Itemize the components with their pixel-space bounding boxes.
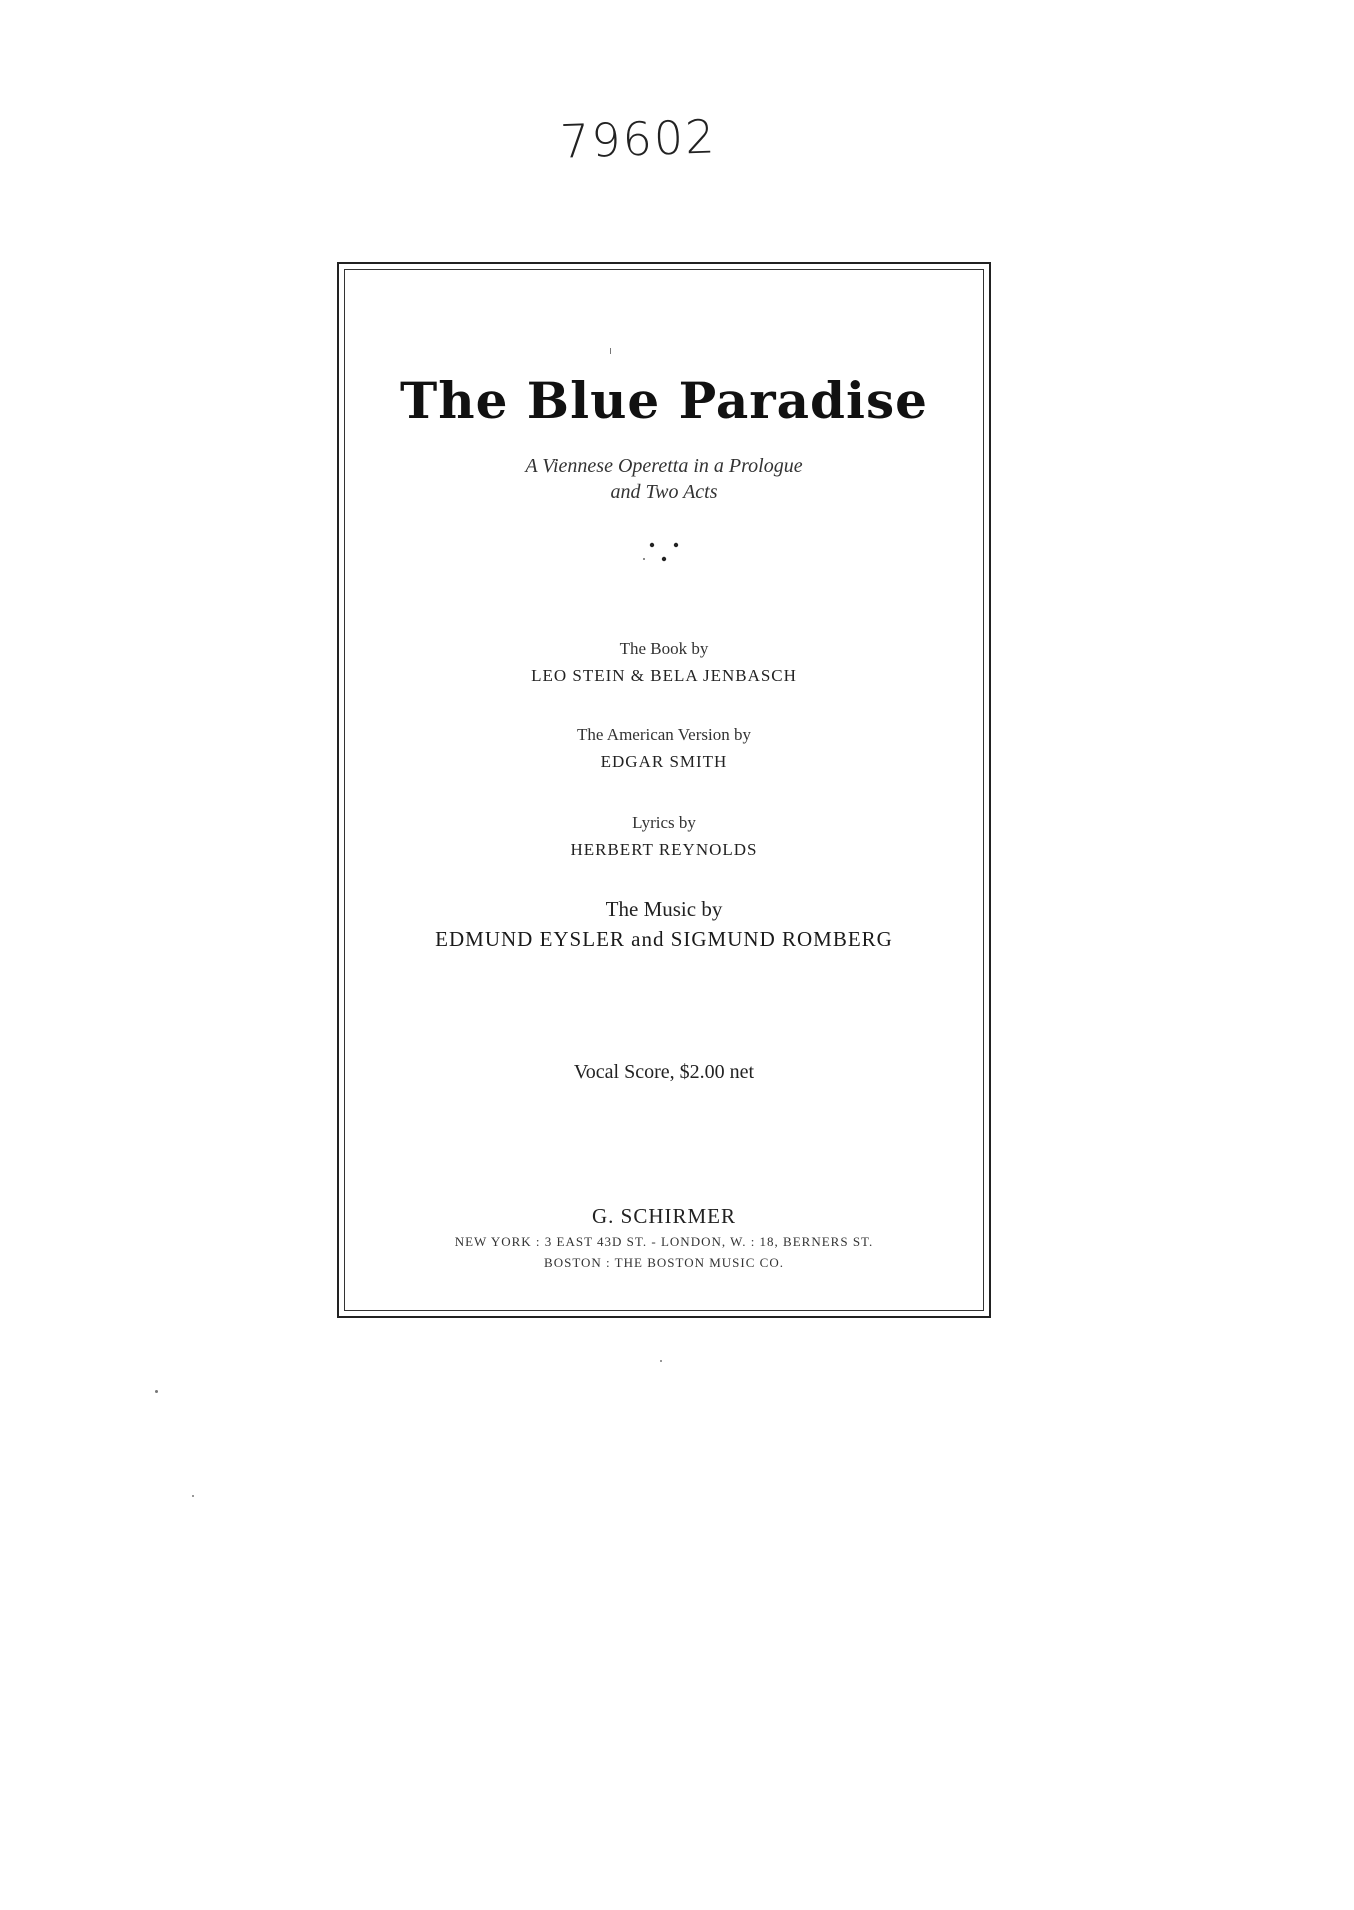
book-label: The Book by — [619, 639, 709, 658]
publisher-name: G. SCHIRMER — [591, 1204, 737, 1228]
ornament-dot — [650, 543, 654, 547]
music-label: The Music by — [605, 897, 723, 921]
scan-speck — [660, 1360, 662, 1362]
lyrics-author: HERBERT REYNOLDS — [570, 840, 758, 859]
american-version-author: EDGAR SMITH — [600, 752, 728, 771]
handwritten-catalog-number: 79602 — [559, 109, 718, 169]
ornament-dot — [643, 558, 645, 560]
scan-speck — [610, 348, 611, 354]
subtitle-line-1: A Viennese Operetta in a Prologue — [525, 455, 803, 477]
page-title: The Blue Paradise — [400, 371, 928, 430]
music-composers: EDMUND EYSLER and SIGMUND ROMBERG — [435, 927, 893, 951]
dot-ornament — [344, 537, 984, 577]
publisher-address-line-2: BOSTON : THE BOSTON MUSIC CO. — [544, 1255, 784, 1270]
subtitle-line-2: and Two Acts — [610, 481, 718, 503]
subtitle — [344, 453, 984, 505]
scan-speck — [192, 1495, 194, 1497]
title-page — [344, 269, 984, 1311]
ornament-dot — [662, 557, 666, 561]
american-version-label: The American Version by — [577, 725, 751, 744]
price: Vocal Score, $2.00 net — [573, 1061, 755, 1083]
book-authors: LEO STEIN & BELA JENBASCH — [531, 666, 797, 685]
ornament-dot — [674, 543, 678, 547]
scan-speck — [155, 1390, 158, 1393]
publisher-address-line-1: NEW YORK : 3 EAST 43D ST. - LONDON, W. : 18, BERNERS ST. — [454, 1234, 874, 1249]
lyrics-label: Lyrics by — [632, 813, 696, 832]
